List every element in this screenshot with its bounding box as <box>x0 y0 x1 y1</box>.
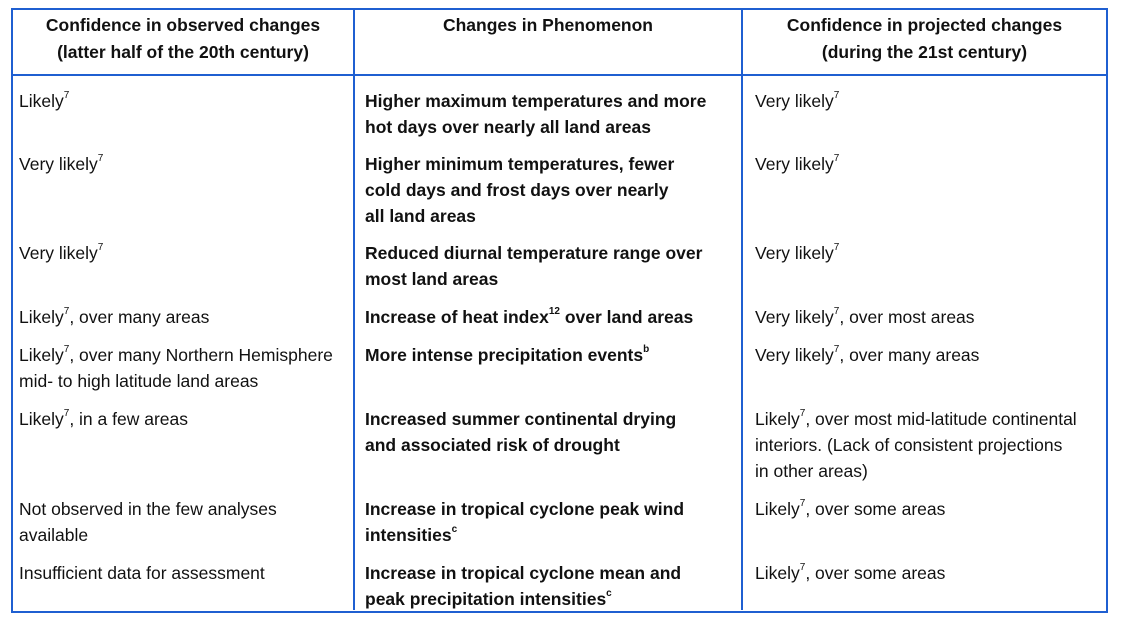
projected-cell-text: Very likely <box>755 91 834 111</box>
table-row <box>13 548 1106 610</box>
footnote-marker: b <box>643 344 650 356</box>
table-row <box>13 484 1106 548</box>
observed-cell <box>13 228 355 292</box>
observed-cell <box>13 394 355 484</box>
projected-cell <box>743 228 1106 292</box>
footnote-marker: 7 <box>799 408 806 420</box>
table-body <box>13 76 1106 610</box>
projected-cell <box>743 139 1106 228</box>
projected-cell-text: Very likely <box>755 154 834 174</box>
projected-cell-text-rest: , over many areas <box>839 345 980 365</box>
footnote-marker: 7 <box>833 153 840 165</box>
projected-cell-text: Likely <box>755 499 800 519</box>
footnote-marker: 7 <box>97 242 104 254</box>
footnote-marker: 7 <box>63 408 70 420</box>
observed-cell-text: Likely <box>19 307 64 327</box>
phenomenon-cell-text: Higher minimum temperatures, fewer cold days and frost days over nearly all land areas <box>365 154 675 226</box>
footnote-marker: 7 <box>63 306 70 318</box>
projected-cell-text-rest: , over most mid-latitude continental interiors. (Lack of consistent projections in other areas) <box>755 409 1077 481</box>
projected-cell <box>743 484 1106 548</box>
projected-cell <box>743 330 1106 394</box>
table-row <box>13 292 1106 330</box>
observed-cell <box>13 548 355 610</box>
table-row <box>13 394 1106 484</box>
footnote-marker: c <box>606 588 612 600</box>
observed-cell-text-rest: , in a few areas <box>69 409 188 429</box>
observed-cell-text: Likely <box>19 345 64 365</box>
phenomenon-cell <box>355 330 743 394</box>
phenomenon-cell-text: Increase in tropical cyclone mean and peak precipitation intensities <box>365 563 682 609</box>
observed-cell <box>13 330 355 394</box>
footnote-marker: c <box>451 524 458 536</box>
footnote-marker: 7 <box>799 498 806 510</box>
observed-cell <box>13 292 355 330</box>
phenomenon-cell <box>355 228 743 292</box>
phenomenon-cell-text: More intense precipitation events <box>365 345 644 365</box>
phenomenon-cell-text-rest: over land areas <box>559 307 694 327</box>
table-row <box>13 228 1106 292</box>
phenomenon-cell <box>355 76 743 139</box>
observed-cell-text: Likely <box>19 91 64 111</box>
observed-cell-text-rest: , over many Northern Hemisphere mid- to high latitude land areas <box>19 345 333 391</box>
projected-cell-text: Very likely <box>755 345 834 365</box>
footnote-marker: 12 <box>548 306 560 318</box>
footnote-marker: 7 <box>833 306 840 318</box>
footnote-marker: 7 <box>833 242 840 254</box>
projected-cell-text-rest: , over some areas <box>805 499 946 519</box>
phenomenon-cell <box>355 394 743 484</box>
projected-cell <box>743 76 1106 139</box>
projected-cell-text-rest: , over most areas <box>839 307 975 327</box>
header-projected-confidence: Confidence in projected changes (during the 21st century) <box>786 15 1063 62</box>
observed-cell-text: Insufficient data for assessment <box>19 563 265 583</box>
observed-cell-text: Likely <box>19 409 64 429</box>
header-phenomenon: Changes in Phenomenon <box>355 10 743 74</box>
footnote-marker: 7 <box>97 153 104 165</box>
projected-cell-text: Very likely <box>755 307 834 327</box>
footnote-marker: 7 <box>833 90 840 102</box>
footnote-marker: 7 <box>63 344 70 356</box>
phenomenon-cell <box>355 484 743 548</box>
phenomenon-cell <box>355 548 743 610</box>
projected-cell <box>743 548 1106 610</box>
footnote-marker: 7 <box>63 90 70 102</box>
table-row <box>13 139 1106 228</box>
phenomenon-cell-text: Higher maximum temperatures and more hot days over nearly all land areas <box>365 91 707 137</box>
phenomena-table <box>11 8 1108 613</box>
table-row <box>13 330 1106 394</box>
projected-cell-text: Likely <box>755 409 800 429</box>
projected-cell <box>743 394 1106 484</box>
phenomenon-cell-text: Increased summer continental drying and associated risk of drought <box>365 409 677 455</box>
phenomenon-cell-text: Reduced diurnal temperature range over most land areas <box>365 243 703 289</box>
projected-cell-text-rest: , over some areas <box>805 563 946 583</box>
phenomenon-cell <box>355 292 743 330</box>
footnote-marker: 7 <box>799 562 806 574</box>
projected-cell <box>743 292 1106 330</box>
phenomenon-cell <box>355 139 743 228</box>
observed-cell <box>13 139 355 228</box>
projected-cell-text: Likely <box>755 563 800 583</box>
observed-cell-text-rest: , over many areas <box>69 307 210 327</box>
observed-cell-text: Not observed in the few analyses available <box>19 499 277 545</box>
projected-cell-text: Very likely <box>755 243 834 263</box>
footnote-marker: 7 <box>833 344 840 356</box>
observed-cell-text: Very likely <box>19 243 98 263</box>
phenomenon-cell-text: Increase in tropical cyclone peak wind intensities <box>365 499 685 545</box>
table-header <box>13 10 1106 76</box>
table-row <box>13 76 1106 139</box>
observed-cell-text: Very likely <box>19 154 98 174</box>
observed-cell <box>13 484 355 548</box>
header-observed-confidence: Confidence in observed changes (latter half of the 20th century) <box>13 10 355 74</box>
phenomenon-cell-text: Increase of heat index <box>365 307 549 327</box>
observed-cell <box>13 76 355 139</box>
